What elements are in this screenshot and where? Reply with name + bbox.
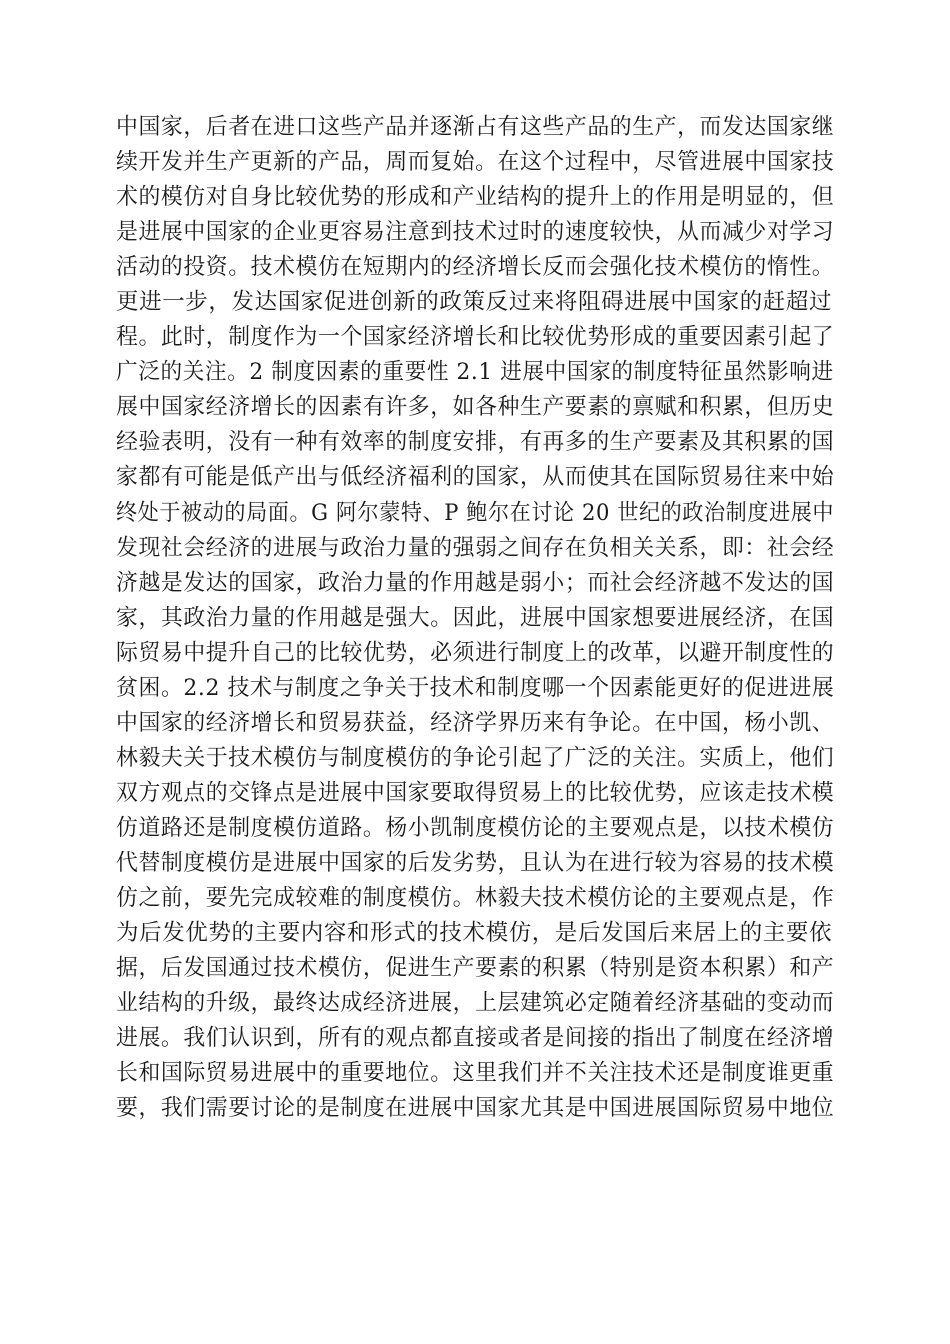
text-line: 仿道路还是制度模仿道路。杨小凯制度模仿论的主要观点是，以技术模仿 bbox=[116, 814, 835, 841]
text-line: 活动的投资。技术模仿在短期内的经济增长反而会强化技术模仿的惰性。 bbox=[116, 254, 835, 281]
text-line: 双方观点的交锋点是进展中国家要取得贸易上的比较优势，应该走技术模 bbox=[116, 779, 835, 806]
text-line: 中国家的经济增长和贸易获益，经济学界历来有争论。在中国，杨小凯、 bbox=[116, 709, 835, 736]
text-line: 家都有可能是低产出与低经济福利的国家，从而使其在国际贸易往来中始 bbox=[116, 464, 835, 491]
text-line: 长和国际贸易进展中的重要地位。这里我们并不关注技术还是制度谁更重 bbox=[116, 1060, 835, 1087]
text-line: 为后发优势的主要内容和形式的技术模仿，是后发国后来居上的主要依 bbox=[116, 920, 833, 947]
text-line: 业结构的升级，最终达成经济进展，上层建筑必定随着经济基础的变动而 bbox=[116, 990, 835, 1017]
text-line: 术的模仿对自身比较优势的形成和产业结构的提升上的作用是明显的，但 bbox=[116, 184, 835, 211]
text-line: 贫困。2.2 技术与制度之争关于技术和制度哪一个因素能更好的促进进展 bbox=[116, 674, 835, 701]
text-line: 际贸易中提升自己的比较优势，必须进行制度上的改革，以避开制度性的 bbox=[116, 639, 835, 666]
text-line: 程。此时，制度作为一个国家经济增长和比较优势形成的重要因素引起了 bbox=[116, 324, 835, 351]
text-line: 中国家，后者在进口这些产品并逐渐占有这些产品的生产，而发达国家继 bbox=[116, 114, 835, 140]
text-line: 仿之前，要先完成较难的制度模仿。林毅夫技术模仿论的主要观点是，作 bbox=[116, 885, 835, 912]
text-line: 广泛的关注。2 制度因素的重要性 2.1 进展中国家的制度特征虽然影响进 bbox=[116, 359, 834, 386]
text-line: 更进一步，发达国家促进创新的政策反过来将阻碍进展中国家的赶超过 bbox=[116, 289, 833, 316]
text-line: 发现社会经济的进展与政治力量的强弱之间存在负相关关系，即：社会经 bbox=[116, 534, 835, 561]
text-line: 家，其政治力量的作用越是强大。因此，进展中国家想要进展经济，在国 bbox=[116, 604, 835, 631]
text-line: 展中国家经济增长的因素有许多，如各种生产要素的禀赋和积累，但历史 bbox=[116, 394, 835, 421]
body-text bbox=[116, 110, 834, 1126]
text-line: 是进展中国家的企业更容易注意到技术过时的速度较快，从而减少对学习 bbox=[116, 219, 835, 246]
text-line: 续开发并生产更新的产品，周而复始。在这个过程中，尽管进展中国家技 bbox=[116, 149, 835, 176]
text-line: 林毅夫关于技术模仿与制度模仿的争论引起了广泛的关注。实质上，他们 bbox=[116, 744, 835, 771]
text-line: 终处于被动的局面。G 阿尔蒙特、P 鲍尔在讨论 20 世纪的政治制度进展中 bbox=[116, 499, 835, 526]
text-line: 进展。我们认识到，所有的观点都直接或者是间接的指出了制度在经济增 bbox=[116, 1025, 835, 1052]
text-line: 据，后发国通过技术模仿，促进生产要素的积累（特别是资本积累）和产 bbox=[116, 955, 835, 982]
text-line: 经验表明，没有一种有效率的制度安排，有再多的生产要素及其积累的国 bbox=[116, 429, 835, 456]
text-line: 要，我们需要讨论的是制度在进展中国家尤其是中国进展国际贸易中地位 bbox=[116, 1095, 835, 1122]
text-line: 济越是发达的国家，政治力量的作用越是弱小；而社会经济越不发达的国 bbox=[116, 569, 835, 596]
text-line: 代替制度模仿是进展中国家的后发劣势，且认为在进行较为容易的技术模 bbox=[116, 849, 835, 876]
